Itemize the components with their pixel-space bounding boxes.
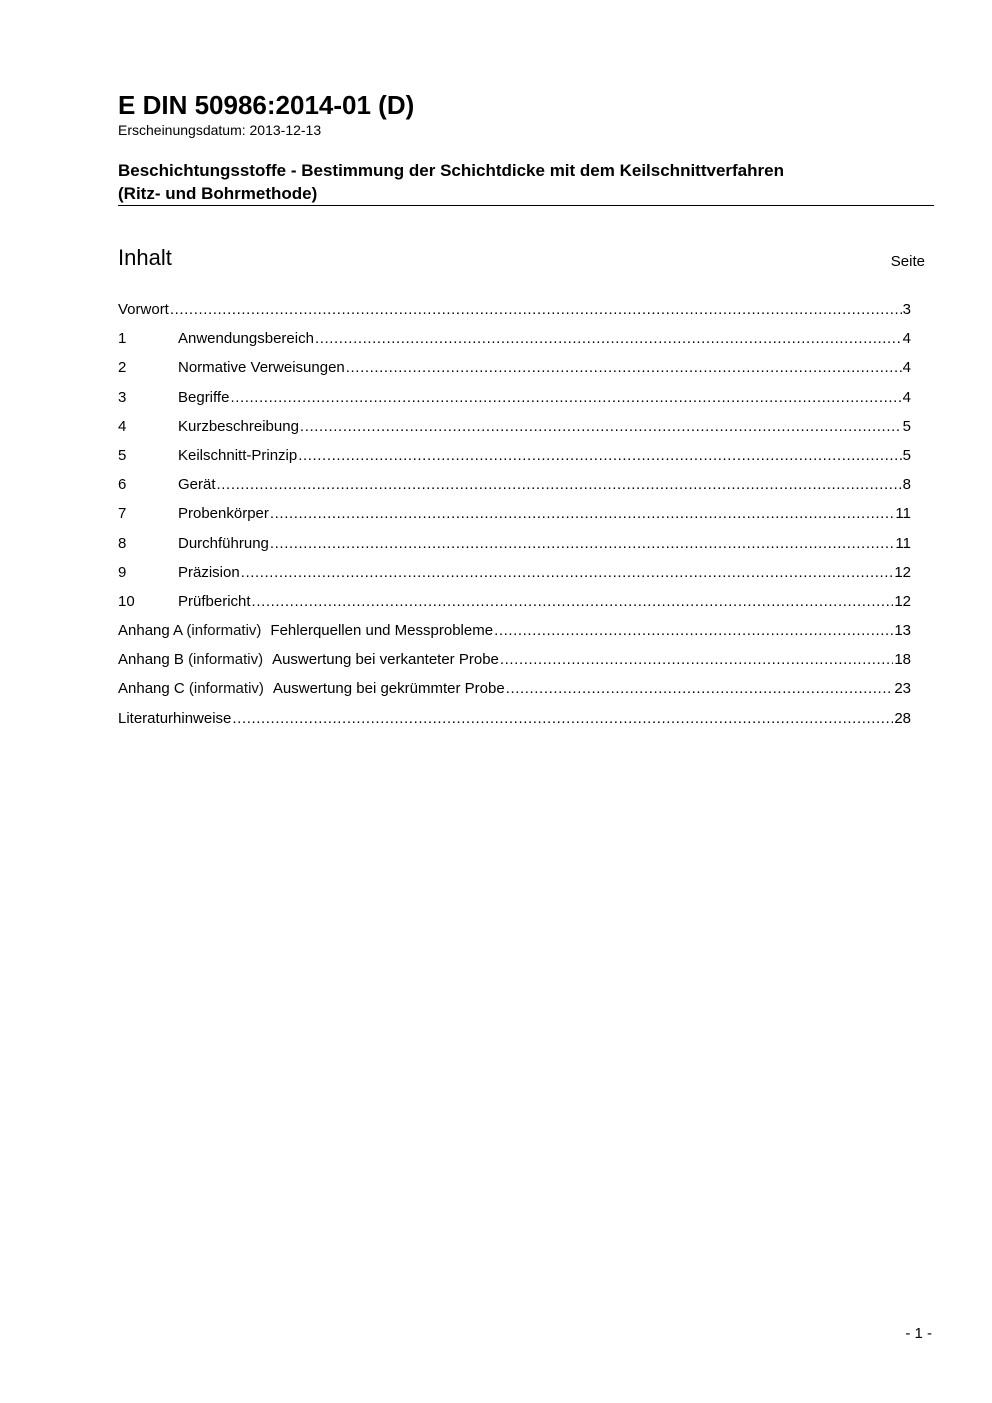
toc-entry-annex-a[interactable] [118,622,911,651]
toc-entry-title: Präzision [178,563,240,581]
toc-entry-title: Kurzbeschreibung [178,417,299,435]
document-title-line-1: Beschichtungsstoffe - Bestimmung der Schichtdicke mit dem Keilschnittverfahren [118,161,784,180]
toc-dot-leader [270,535,895,552]
page-number: - 1 - [905,1325,932,1342]
toc-dot-leader [252,593,894,610]
toc-entry-page: 13 [894,622,911,640]
toc-entry-6[interactable] [118,476,911,505]
toc-dot-leader [506,680,894,697]
toc-entry-annex-c[interactable] [118,680,911,709]
toc-entry-number: 6 [118,476,127,494]
toc-annex-label [118,680,273,697]
toc-annex-label [118,622,270,639]
toc-entry-1[interactable] [118,330,911,359]
toc-entry-page: 11 [895,534,911,552]
toc-entry-page: 5 [902,446,911,464]
toc-entry-page: 11 [895,505,911,523]
toc-entry-title: Gerät [178,476,216,494]
toc-entry-annex-b[interactable] [118,651,911,680]
toc-heading: Inhalt [118,245,172,270]
toc-entry-title: Literaturhinweise [118,709,232,727]
toc-entry-number: Anhang B [118,651,184,669]
toc-entry-page: 12 [894,592,911,610]
toc-dot-leader [298,447,901,464]
toc-entry-number: 9 [118,563,127,581]
toc-entry-literaturhinweise[interactable] [118,710,911,739]
toc-entry-number: 5 [118,446,127,464]
toc-annex-note: (informativ) [188,651,264,669]
document-title [118,159,784,205]
toc-entry-title: Vorwort [118,301,169,318]
toc-entry-number: Anhang A [118,622,183,640]
toc-annex-note: (informativ) [186,622,262,640]
document-id: E DIN 50986:2014-01 (D) [118,90,415,120]
toc-dot-leader [170,301,902,318]
toc-entry-title: Prüfbericht [178,592,251,610]
toc-entry-number: 10 [118,592,135,610]
toc-entry-number: 7 [118,505,127,523]
toc-entry-page: 4 [902,359,911,377]
toc-dot-leader [230,389,901,406]
toc-dot-leader [232,710,893,727]
toc-entry-3[interactable] [118,389,911,418]
toc-entry-8[interactable] [118,535,911,564]
toc-entry-number: Anhang C [118,680,185,698]
toc-entry-page: 4 [902,330,911,348]
toc-entry-title: Auswertung bei gekrümmter Probe [272,680,505,698]
publication-date: Erscheinungsdatum: 2013-12-13 [118,122,322,138]
toc-entry-title: Begriffe [178,388,230,406]
toc-entry-page: 18 [894,651,911,669]
document-title-line-2: (Ritz- und Bohrmethode) [118,184,318,203]
toc-dot-leader [217,476,902,493]
toc-dot-leader [270,505,895,522]
toc-entry-7[interactable] [118,505,911,534]
toc-annex-label [118,651,272,668]
toc-entry-title: Normative Verweisungen [178,359,345,377]
toc-entry-title: Auswertung bei verkanteter Probe [272,651,499,669]
header-divider [118,205,934,206]
toc-dot-leader [300,418,902,435]
toc-entry-number: 3 [118,388,127,406]
toc-entry-page: 12 [894,563,911,581]
toc-page-column-label: Seite [890,253,925,270]
toc-entry-title: Probenkörper [178,505,269,523]
toc-entry-4[interactable] [118,418,911,447]
toc-entry-page: 3 [902,301,911,318]
toc-entry-page: 4 [902,388,911,406]
toc-entry-page: 8 [902,476,911,494]
toc-dot-leader [315,330,902,347]
toc-dot-leader [346,359,902,376]
toc-entry-page: 5 [902,417,911,435]
table-of-contents [118,301,911,739]
toc-entry-10[interactable] [118,593,911,622]
toc-dot-leader [494,622,893,639]
toc-annex-note: (informativ) [188,680,264,698]
toc-entry-number: 4 [118,417,127,435]
toc-entry-title: Keilschnitt-Prinzip [178,446,298,464]
toc-entry-2[interactable] [118,359,911,388]
toc-entry-title: Fehlerquellen und Messprobleme [270,622,494,640]
toc-entry-5[interactable] [118,447,911,476]
toc-dot-leader [241,564,894,581]
toc-entry-number: 1 [118,330,127,348]
toc-entry-number: 8 [118,534,127,552]
toc-entry-title: Durchführung [178,534,269,552]
toc-entry-page: 23 [894,680,911,698]
toc-entry-vorwort[interactable] [118,301,911,330]
toc-entry-title: Anwendungsbereich [178,330,314,348]
toc-entry-9[interactable] [118,564,911,593]
toc-entry-number: 2 [118,359,127,377]
toc-dot-leader [500,651,893,668]
toc-entry-page: 28 [894,709,911,727]
